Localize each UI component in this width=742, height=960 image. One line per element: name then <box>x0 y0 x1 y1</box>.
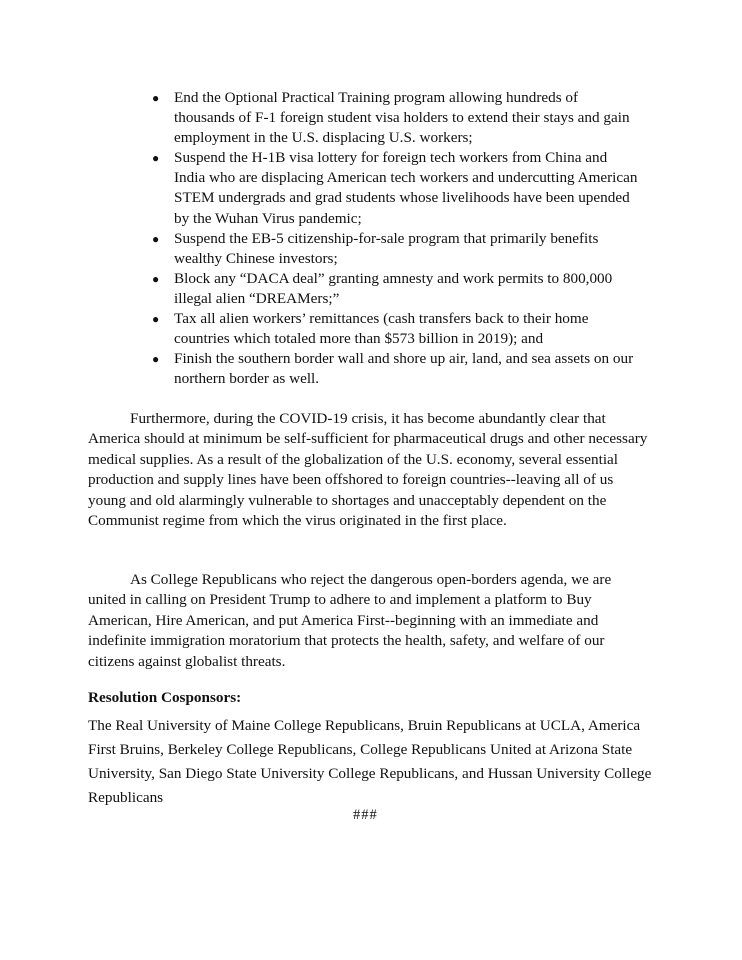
list-item <box>152 309 642 349</box>
list-item-text: Finish the southern border wall and shore up air, land, and sea assets on our northern border as well. <box>174 350 634 388</box>
list-item <box>152 148 642 228</box>
bullet-icon: ● <box>152 231 160 246</box>
bullet-icon: ● <box>152 91 160 105</box>
bullet-icon: ● <box>152 312 160 327</box>
list-item-text: Tax all alien workers’ remittances (cash transfers back to their home countries which totaled more than $573 billion in 2019); and <box>174 310 589 348</box>
list-item <box>152 269 642 309</box>
bullet-icon: ● <box>152 151 160 166</box>
list-item <box>152 349 642 389</box>
list-item-text: Block any “DACA deal” granting amnesty and work permits to 800,000 illegal alien “DREAMers;” <box>174 269 613 307</box>
cosponsors-heading: Resolution Cosponsors: <box>88 689 242 706</box>
list-item <box>152 88 642 148</box>
bullet-icon: ● <box>152 271 160 286</box>
end-mark: ### <box>353 807 378 823</box>
list-item <box>152 229 642 269</box>
paragraph-covid-supply: Furthermore, during the COVID-19 crisis, it has become abundantly clear that America should at minimum be self-sufficient for pharmaceutical drugs and other necessary medical supplies. As a result of the globalization of the U.S. economy, several essential production and supply lines have been offshored to foreign countries--leaving all of us young and old alarmingly vulnerable to shortages and unacceptably dependent on the Communist regime from which the virus originated in the first place. <box>88 410 648 530</box>
list-item-text: Suspend the H-1B visa lottery for foreign tech workers from China and India who are displacing American tech workers and undercutting American STEM undergrads and grad students whose livelihoods have been upended by the Wuhan Virus pandemic; <box>174 149 638 227</box>
bullet-icon: ● <box>152 352 160 367</box>
demands-list <box>152 88 642 389</box>
list-item-text: End the Optional Practical Training program allowing hundreds of thousands of F-1 foreign student visa holders to extend their stays and gain employment in the U.S. displacing U.S. workers; <box>174 89 630 147</box>
paragraph-moratorium: As College Republicans who reject the dangerous open-borders agenda, we are united in calling on President Trump to adhere to and implement a platform to Buy American, Hire American, and put America First--beginning with an immediate and indefinite immigration moratorium that protects the health, safety, and welfare of our citizens against globalist threats. <box>88 571 612 670</box>
list-item-text: Suspend the EB-5 citizenship-for-sale program that primarily benefits wealthy Chinese investors; <box>174 229 599 267</box>
cosponsors-list: The Real University of Maine College Republicans, Bruin Republicans at UCLA, America First Bruins, Berkeley College Republicans, College Republicans United at Arizona State University, San Diego State University College Republicans, and Hussan University College Republicans <box>88 717 652 806</box>
